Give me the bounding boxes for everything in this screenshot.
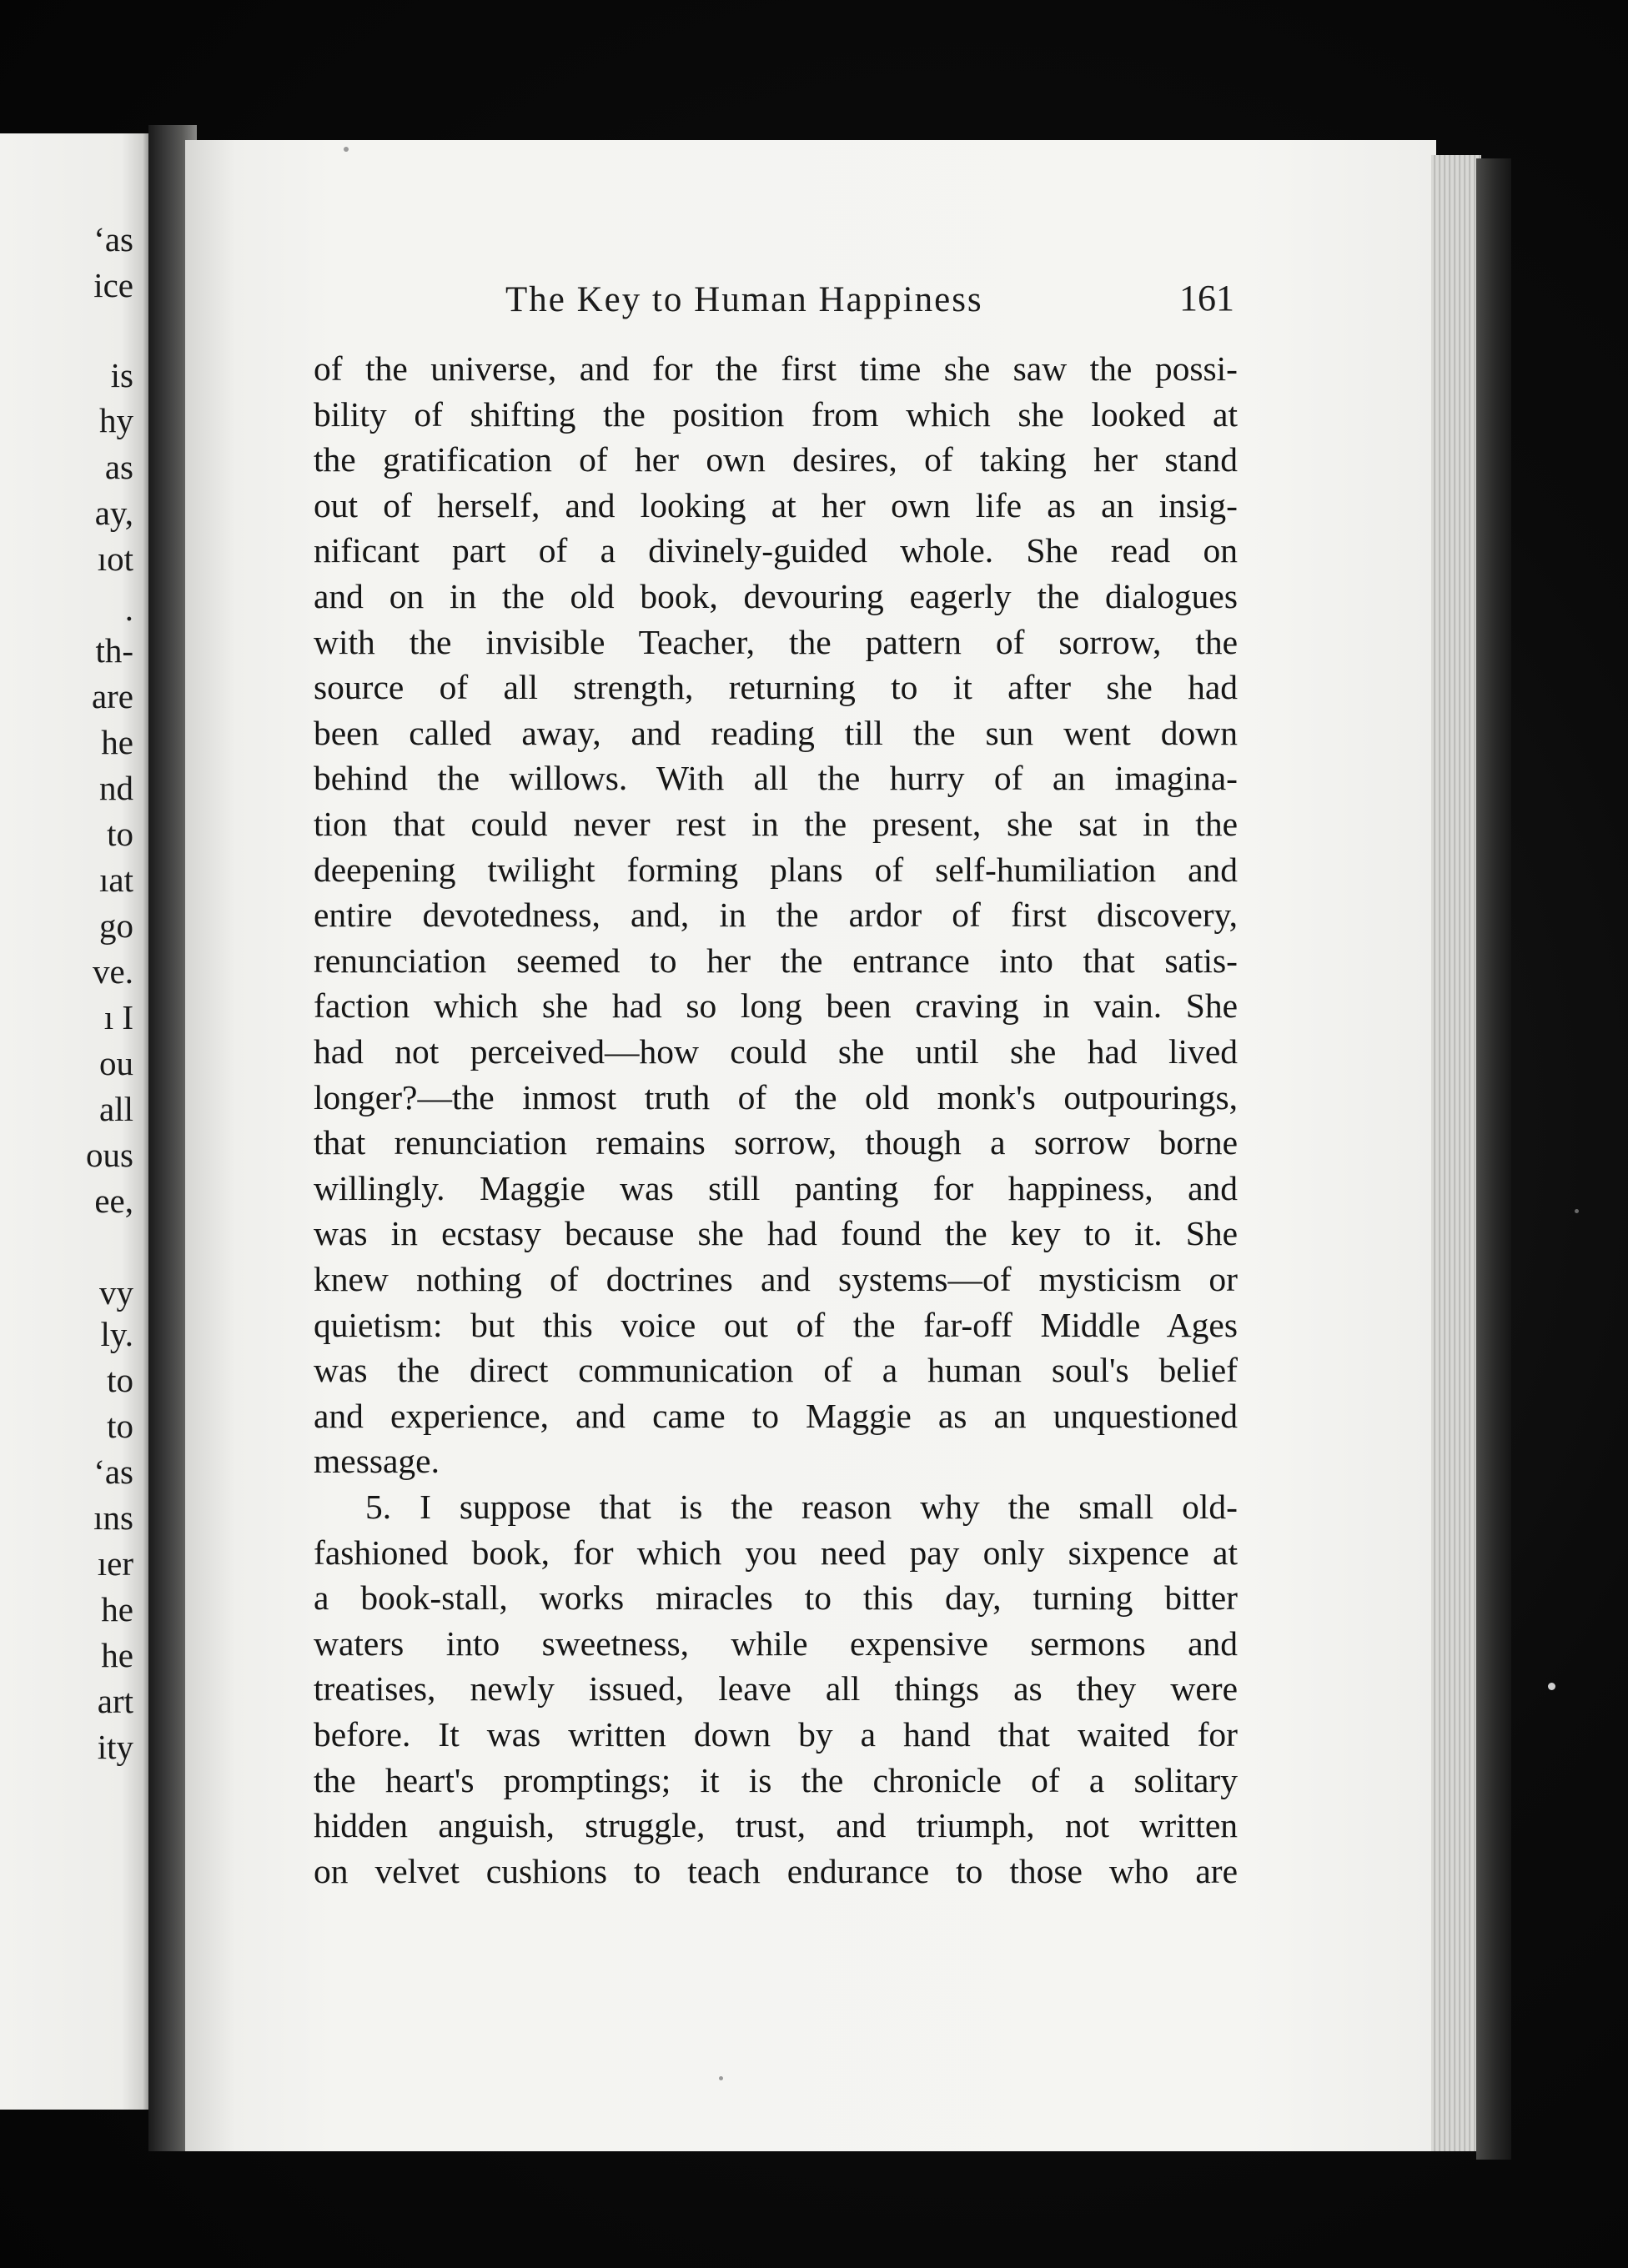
body-text-line: fashioned book, for which you need pay only sixpence at [314,1533,1238,1572]
body-text-line: was in ecstasy because she had found the key to it. She [314,1214,1238,1252]
left-page-line: . [124,590,133,628]
body-text-line: been called away, and reading till the sun went down [314,714,1238,752]
left-page-line: ı I [103,998,133,1036]
body-text-line: faction which she had so long been craving in vain. She [314,986,1238,1025]
body-text-line: had not perceived—how could she until she had lived [314,1032,1238,1071]
left-page-line: vy [99,1273,133,1312]
body-text-line: that renunciation remains sorrow, though a sorrow borne [314,1123,1238,1162]
body-text-line: message. [314,1442,440,1480]
left-page-line: he [101,723,133,761]
body-text-line: before. It was written down by a hand that waited for [314,1715,1238,1754]
left-page-line: is [110,356,133,394]
body-text-line: the gratification of her own desires, of taking her stand [314,440,1238,479]
left-page-line: ʻas [93,220,133,258]
left-page-line: ous [86,1136,133,1174]
left-page-line: ıot [97,539,133,578]
body-text-line: with the invisible Teacher, the pattern of sorrow, the [314,623,1238,661]
body-text-line: was the direct communication of a human soul's belief [314,1351,1238,1389]
body-text-line: longer?—the inmost truth of the old monk's outpourings, [314,1078,1238,1116]
left-page-line: ıat [99,861,133,899]
left-page-line: he [101,1636,133,1674]
left-page-line: ity [97,1728,133,1766]
left-page-line: to [107,1407,133,1445]
body-text-line: and experience, and came to Maggie as an unquestioned [314,1397,1238,1435]
left-page-line: ou [99,1044,133,1082]
left-page-line: he [101,1590,133,1628]
page-number: 161 [1179,278,1234,319]
body-text-line: 5. I suppose that is the reason why the small old- [365,1488,1238,1526]
dust-speck [1548,1683,1555,1690]
left-page-line: art [97,1682,133,1720]
left-page-line: nd [99,769,133,807]
body-text-line: out of herself, and looking at her own life as an insig- [314,486,1238,524]
left-page-line: as [104,448,133,486]
left-page-line: ıns [93,1498,133,1537]
left-page-line: all [99,1090,133,1128]
body-text-line: on velvet cushions to teach endurance to those who are [314,1852,1238,1890]
body-text-line: a book-stall, works miracles to this day, turning bitter [314,1578,1238,1617]
left-page-line: ee, [94,1182,133,1220]
body-text-line: source of all strength, returning to it after she had [314,668,1238,706]
left-page-line: ay, [94,494,133,532]
left-page-line: ıer [97,1544,133,1583]
left-page-line: to [107,1361,133,1399]
body-text-line: quietism: but this voice out of the far-off Middle Ages [314,1306,1238,1344]
body-text-line: hidden anguish, struggle, trust, and triumph, not written [314,1806,1238,1844]
body-text-line: tion that could never rest in the present, she sat in the [314,805,1238,843]
left-page-fragment [0,133,152,2110]
left-page-line: ve. [93,952,133,991]
left-page-line: th- [95,631,133,670]
body-text-line: waters into sweetness, while expensive sermons and [314,1624,1238,1663]
body-text-line: the heart's promptings; it is the chronicle of a solitary [314,1761,1238,1799]
dust-speck [719,2076,723,2080]
body-text-line: nificant part of a divinely-guided whole. She read on [314,531,1238,570]
left-page-line: ly. [100,1315,133,1353]
body-text-line: bility of shifting the position from which she looked at [314,395,1238,434]
body-text-line: treatises, newly issued, leave all things as they were [314,1669,1238,1708]
left-page-line: hy [99,401,133,439]
page-edge-stack [1431,155,1481,2151]
body-text-line: deepening twilight forming plans of self-humiliation and [314,850,1238,889]
body-text-line: and on in the old book, devouring eagerly the dialogues [314,577,1238,615]
body-text-line: entire devotedness, and, in the ardor of first discovery, [314,896,1238,934]
body-text-line: behind the willows. With all the hurry of an imagina- [314,759,1238,797]
running-head-title: The Key to Human Happiness [505,280,983,319]
dust-speck [1575,1209,1579,1213]
body-text-line: knew nothing of doctrines and systems—of mysticism or [314,1260,1238,1298]
body-text-line: willingly. Maggie was still panting for happiness, and [314,1169,1238,1207]
left-page-line: ice [93,266,133,304]
left-page-line: go [99,906,133,945]
left-page-line: to [107,815,133,853]
body-text-line: renunciation seemed to her the entrance into that satis- [314,941,1238,980]
dust-speck [344,147,349,152]
book-cover-edge [1476,158,1511,2160]
left-page-line: are [91,677,133,715]
body-text-line: of the universe, and for the first time she saw the possi- [314,349,1238,388]
left-page-line: ʻas [93,1453,133,1491]
